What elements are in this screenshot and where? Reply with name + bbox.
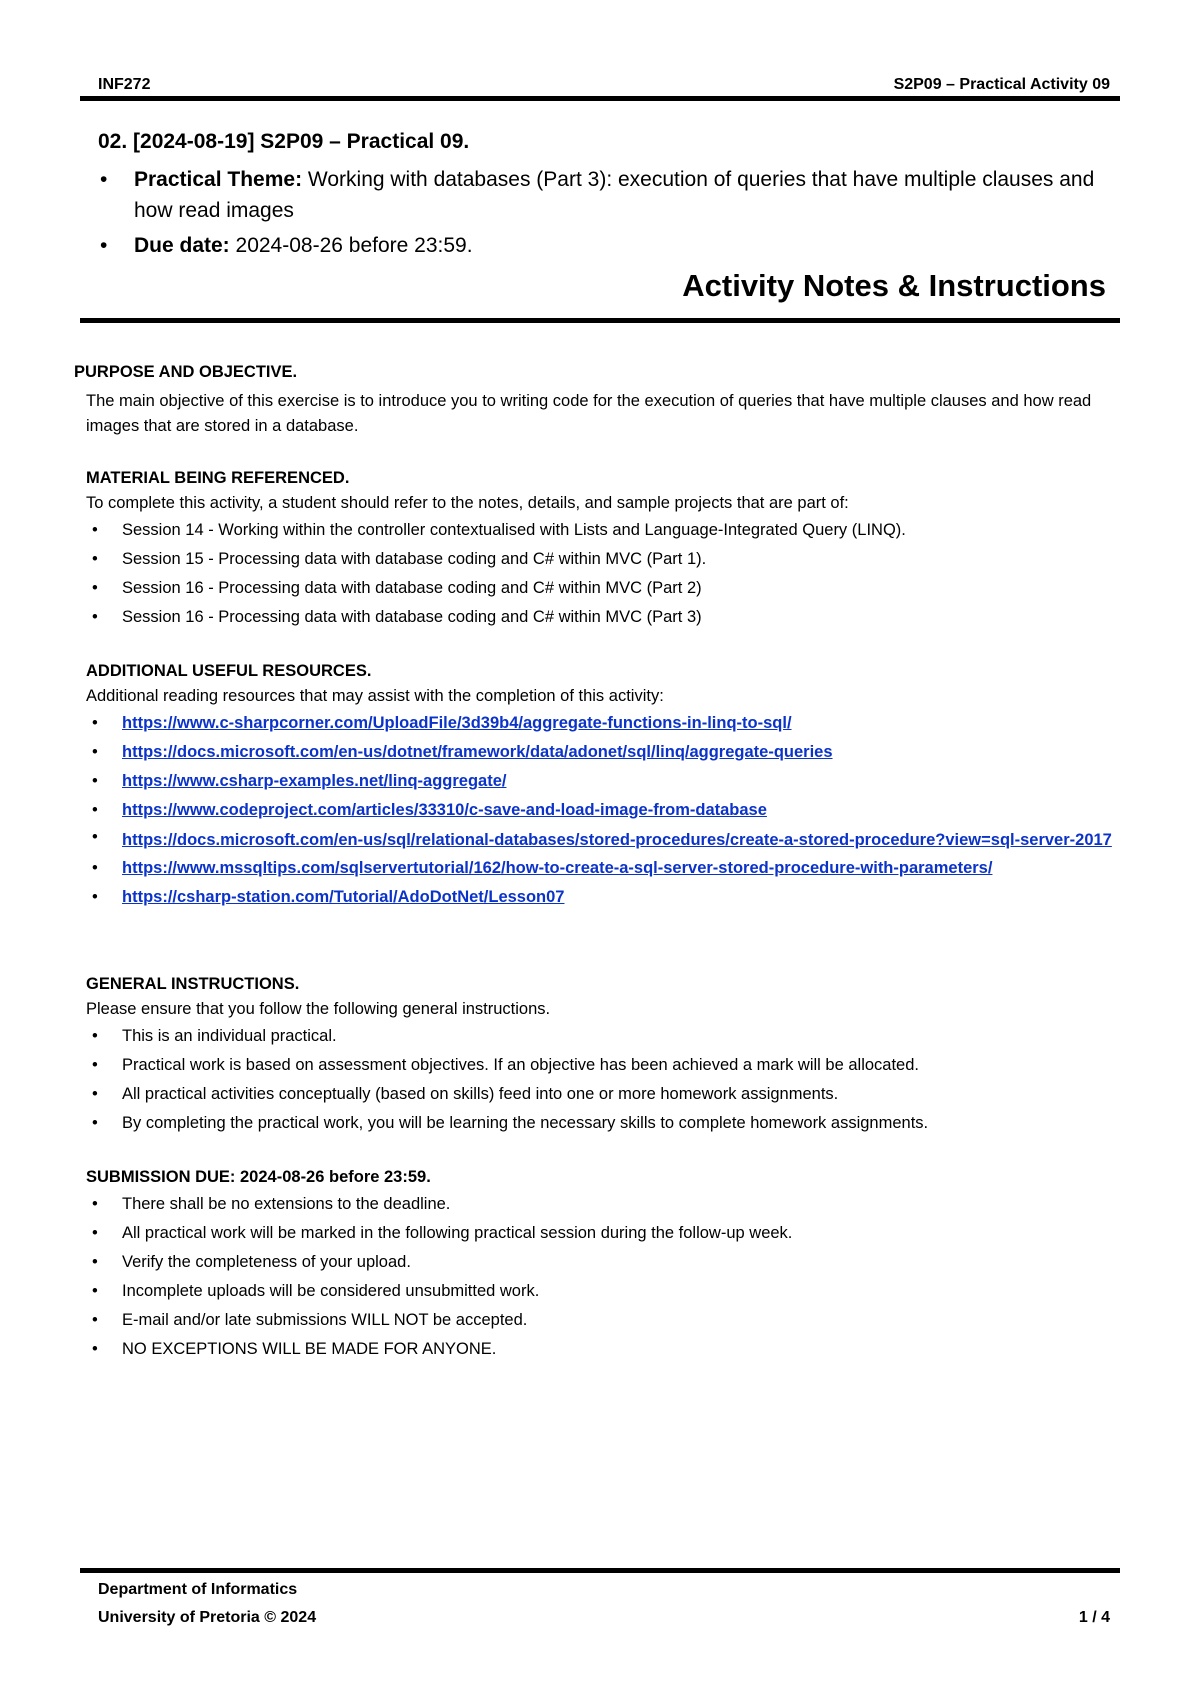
- page-header: [98, 76, 1110, 94]
- content: [74, 360, 1116, 1391]
- theme-item: [98, 164, 1108, 226]
- general-list: [86, 1022, 1116, 1138]
- resource-link[interactable]: https://csharp-station.com/Tutorial/AdoDotNet/Lesson07: [122, 888, 565, 906]
- list-item: [86, 709, 1116, 738]
- list-item: • Session 14 - Working within the controller contextualised with Lists and Language-Integrated Query (LINQ).: [86, 516, 1116, 545]
- list-item: • Practical work is based on assessment objectives. If an objective has been achieved a mark will be allocated.: [86, 1051, 1116, 1080]
- general-intro: Please ensure that you follow the following general instructions.: [86, 1000, 551, 1018]
- page-footer: [98, 1576, 1110, 1632]
- resources-section: [86, 659, 1116, 912]
- list-item: • There shall be no extensions to the deadline.: [86, 1190, 1116, 1219]
- material-heading: MATERIAL BEING REFERENCED.: [86, 469, 350, 487]
- header-rule: [80, 96, 1120, 101]
- list-item: • Incomplete uploads will be considered unsubmitted work.: [86, 1277, 1116, 1306]
- list-item: [86, 854, 1116, 883]
- list-item: • Verify the completeness of your upload.: [86, 1248, 1116, 1277]
- due-date-label: Due date:: [134, 234, 230, 257]
- list-item: • NO EXCEPTIONS WILL BE MADE FOR ANYONE.: [86, 1335, 1116, 1364]
- resources-intro: Additional reading resources that may assist with the completion of this activity:: [86, 687, 664, 705]
- purpose-heading: PURPOSE AND OBJECTIVE.: [74, 363, 298, 381]
- list-item: [86, 883, 1116, 912]
- list-item: • Session 15 - Processing data with database coding and C# within MVC (Part 1).: [86, 545, 1116, 574]
- general-section: [86, 972, 1116, 1138]
- footer-rule: [80, 1568, 1120, 1573]
- resource-link[interactable]: https://www.c-sharpcorner.com/UploadFile/3d39b4/aggregate-functions-in-linq-to-sql/: [122, 714, 792, 732]
- list-item: [86, 825, 1116, 854]
- practical-title: 02. [2024-08-19] S2P09 – Practical 09.: [98, 130, 470, 153]
- due-date-text: 2024-08-26 before 23:59.: [229, 234, 473, 257]
- list-item: • Session 16 - Processing data with database coding and C# within MVC (Part 2): [86, 574, 1116, 603]
- list-item: • E-mail and/or late submissions WILL NOT be accepted.: [86, 1306, 1116, 1335]
- resource-link[interactable]: https://www.csharp-examples.net/linq-aggregate/: [122, 772, 507, 790]
- list-item: [86, 767, 1116, 796]
- resource-link[interactable]: https://docs.microsoft.com/en-us/sql/relational-databases/stored-procedures/create-a-stored-procedure?view=sql-server-2017: [122, 831, 1112, 849]
- list-item: • By completing the practical work, you will be learning the necessary skills to complete homework assignments.: [86, 1109, 1116, 1138]
- purpose-section: [74, 360, 1116, 439]
- department-name: Department of Informatics: [98, 1581, 298, 1598]
- heading-rule: [80, 318, 1120, 323]
- course-code: INF272: [98, 76, 151, 93]
- list-item: [86, 796, 1116, 825]
- material-list: [86, 516, 1116, 632]
- list-item: • This is an individual practical.: [86, 1022, 1116, 1051]
- purpose-text: The main objective of this exercise is to introduce you to writing code for the execution of queries that have multiple clauses and how read images that are stored in a database.: [86, 392, 1092, 435]
- material-section: [86, 466, 1116, 632]
- resource-link[interactable]: https://www.mssqltips.com/sqlservertutorial/162/how-to-create-a-sql-server-stored-procedure-with-parameters/: [122, 859, 993, 877]
- activity-heading: Activity Notes & Instructions: [682, 268, 1106, 303]
- resources-heading: ADDITIONAL USEFUL RESOURCES.: [86, 662, 372, 680]
- resources-list: [86, 709, 1116, 912]
- submission-list: [86, 1190, 1116, 1364]
- material-intro: To complete this activity, a student should refer to the notes, details, and sample projects that are part of:: [86, 494, 849, 512]
- theme-label: Practical Theme:: [134, 168, 303, 191]
- list-item: • All practical work will be marked in the following practical session during the follow-up week.: [86, 1219, 1116, 1248]
- activity-label: S2P09 – Practical Activity 09: [893, 76, 1110, 93]
- general-heading: GENERAL INSTRUCTIONS.: [86, 975, 300, 993]
- submission-section: [86, 1165, 1116, 1364]
- title-bullets: [98, 164, 1108, 261]
- title-block: [98, 130, 1108, 265]
- list-item: • Session 16 - Processing data with database coding and C# within MVC (Part 3): [86, 603, 1116, 632]
- theme-text: Working with databases (Part 3): execution of queries that have multiple clauses and how read images: [134, 168, 1095, 222]
- submission-heading: SUBMISSION DUE: 2024-08-26 before 23:59.: [86, 1168, 431, 1186]
- list-item: • All practical activities conceptually (based on skills) feed into one or more homework assignments.: [86, 1080, 1116, 1109]
- university-copyright: University of Pretoria © 2024: [98, 1609, 317, 1626]
- list-item: [86, 738, 1116, 767]
- resource-link[interactable]: https://www.codeproject.com/articles/33310/c-save-and-load-image-from-database: [122, 801, 767, 819]
- due-date-item: [98, 230, 1108, 261]
- page-number: 1 / 4: [1078, 1609, 1110, 1626]
- resource-link[interactable]: https://docs.microsoft.com/en-us/dotnet/framework/data/adonet/sql/linq/aggregate-queries: [122, 743, 833, 761]
